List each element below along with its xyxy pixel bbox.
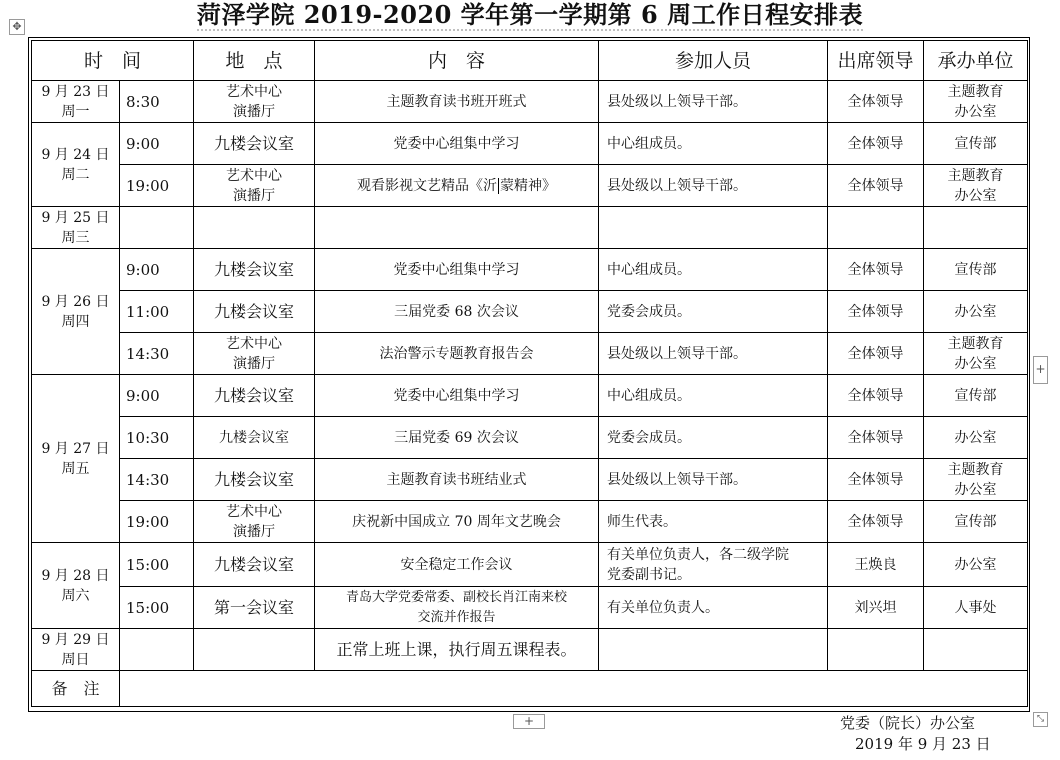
org-cell[interactable]	[924, 629, 1028, 671]
participants-cell[interactable]: 县处级以上领导干部。	[599, 81, 828, 123]
time-cell[interactable]: 9:00	[120, 375, 194, 417]
day-cell[interactable]: 9 月 28 日 周六	[32, 543, 120, 629]
schedule-table	[31, 40, 1028, 707]
table-row	[32, 587, 1028, 629]
table-row	[32, 375, 1028, 417]
participants-cell[interactable]: 党委会成员。	[599, 291, 828, 333]
participants-cell[interactable]	[599, 207, 828, 249]
org-cell[interactable]: 主题教育 办公室	[924, 459, 1028, 501]
place-cell[interactable]: 九楼会议室	[194, 459, 315, 501]
leader-cell[interactable]: 全体领导	[828, 501, 924, 543]
participants-cell[interactable]: 中心组成员。	[599, 123, 828, 165]
issue-date: 2019 年 9 月 23 日	[855, 735, 991, 753]
table-row	[32, 333, 1028, 375]
header-participants: 参加人员	[599, 41, 828, 81]
table-row	[32, 207, 1028, 249]
document-title: 菏泽学院 2019-2020 学年第一学期第 6 周工作日程安排表	[196, 0, 864, 29]
content-cell[interactable]: 庆祝新中国成立 70 周年文艺晚会	[315, 501, 599, 543]
org-cell[interactable]: 主题教育 办公室	[924, 165, 1028, 207]
time-cell[interactable]: 19:00	[120, 501, 194, 543]
leader-cell[interactable]: 全体领导	[828, 165, 924, 207]
place-cell[interactable]: 九楼会议室	[194, 291, 315, 333]
participants-cell[interactable]: 县处级以上领导干部。	[599, 333, 828, 375]
participants-cell[interactable]: 县处级以上领导干部。	[599, 459, 828, 501]
participants-cell[interactable]: 中心组成员。	[599, 249, 828, 291]
org-cell[interactable]: 主题教育 办公室	[924, 81, 1028, 123]
time-cell[interactable]: 15:00	[120, 543, 194, 587]
issuing-office: 党委（院长）办公室	[840, 714, 976, 732]
content-cell[interactable]: 主题教育读书班结业式	[315, 459, 599, 501]
table-resize-handle-icon[interactable]: ⤡	[1033, 712, 1048, 727]
content-cell[interactable]: 三届党委 69 次会议	[315, 417, 599, 459]
org-cell[interactable]: 办公室	[924, 417, 1028, 459]
leader-cell[interactable]: 全体领导	[828, 417, 924, 459]
table-row	[32, 249, 1028, 291]
remarks-cell[interactable]	[120, 671, 1028, 707]
leader-cell[interactable]: 全体领导	[828, 375, 924, 417]
time-cell[interactable]: 19:00	[120, 165, 194, 207]
schedule-table-frame	[28, 37, 1030, 712]
org-cell[interactable]: 办公室	[924, 291, 1028, 333]
leader-cell[interactable]: 刘兴坦	[828, 587, 924, 629]
place-cell[interactable]: 艺术中心 演播厅	[194, 333, 315, 375]
place-cell[interactable]: 艺术中心 演播厅	[194, 81, 315, 123]
remarks-label: 备 注	[32, 671, 120, 707]
add-row-plus-icon[interactable]: +	[513, 714, 545, 729]
day-cell[interactable]: 9 月 29 日 周日	[32, 629, 120, 671]
org-cell[interactable]: 主题教育 办公室	[924, 333, 1028, 375]
leader-cell[interactable]: 全体领导	[828, 249, 924, 291]
leader-cell[interactable]: 全体领导	[828, 459, 924, 501]
add-column-plus-icon[interactable]: +	[1033, 356, 1048, 384]
place-cell[interactable]: 九楼会议室	[194, 417, 315, 459]
header-content: 内 容	[315, 41, 599, 81]
place-cell[interactable]: 九楼会议室	[194, 543, 315, 587]
content-cell[interactable]: 主题教育读书班开班式	[315, 81, 599, 123]
leader-cell[interactable]: 全体领导	[828, 333, 924, 375]
header-time: 时 间	[32, 41, 194, 81]
participants-cell[interactable]: 有关单位负责人。	[599, 587, 828, 629]
day-cell[interactable]: 9 月 26 日 周四	[32, 249, 120, 375]
leader-cell[interactable]: 全体领导	[828, 291, 924, 333]
content-cell[interactable]: 党委中心组集中学习	[315, 375, 599, 417]
org-cell[interactable]	[924, 207, 1028, 249]
time-cell[interactable]	[120, 207, 194, 249]
leader-cell[interactable]	[828, 629, 924, 671]
table-row	[32, 501, 1028, 543]
content-cell[interactable]: 党委中心组集中学习	[315, 249, 599, 291]
content-cell[interactable]: 观看影视文艺精品《沂 蒙精神》	[315, 165, 599, 207]
table-row	[32, 417, 1028, 459]
time-cell[interactable]: 9:00	[120, 123, 194, 165]
org-cell[interactable]: 宣传部	[924, 249, 1028, 291]
place-cell[interactable]: 第一会议室	[194, 587, 315, 629]
place-cell[interactable]	[194, 629, 315, 671]
org-cell[interactable]: 宣传部	[924, 375, 1028, 417]
table-row	[32, 629, 1028, 671]
org-cell[interactable]: 宣传部	[924, 123, 1028, 165]
participants-cell[interactable]: 师生代表。	[599, 501, 828, 543]
participants-cell[interactable]: 有关单位负责人，各二级学院 党委副书记。	[599, 543, 828, 587]
participants-cell[interactable]: 中心组成员。	[599, 375, 828, 417]
day-cell[interactable]: 9 月 25 日 周三	[32, 207, 120, 249]
org-cell[interactable]: 人事处	[924, 587, 1028, 629]
remarks-row	[32, 671, 1028, 707]
table-row	[32, 123, 1028, 165]
participants-cell[interactable]	[599, 629, 828, 671]
participants-cell[interactable]: 县处级以上领导干部。	[599, 165, 828, 207]
time-cell[interactable]: 15:00	[120, 587, 194, 629]
table-move-handle-icon[interactable]: ✥	[9, 19, 25, 35]
header-leader: 出席领导	[828, 41, 924, 81]
leader-cell[interactable]: 全体领导	[828, 81, 924, 123]
content-cell[interactable]: 法治警示专题教育报告会	[315, 333, 599, 375]
participants-cell[interactable]: 党委会成员。	[599, 417, 828, 459]
header-row	[32, 41, 1028, 81]
text-cursor	[498, 178, 499, 194]
leader-cell[interactable]: 全体领导	[828, 123, 924, 165]
time-cell[interactable]: 11:00	[120, 291, 194, 333]
place-cell[interactable]: 九楼会议室	[194, 249, 315, 291]
leader-cell[interactable]	[828, 207, 924, 249]
place-cell[interactable]: 艺术中心 演播厅	[194, 501, 315, 543]
place-cell[interactable]	[194, 207, 315, 249]
time-cell[interactable]	[120, 629, 194, 671]
time-cell[interactable]: 10:30	[120, 417, 194, 459]
content-cell[interactable]	[315, 207, 599, 249]
header-org: 承办单位	[924, 41, 1028, 81]
table-row	[32, 81, 1028, 123]
content-cell[interactable]: 安全稳定工作会议	[315, 543, 599, 587]
day-cell[interactable]: 9 月 24 日 周二	[32, 123, 120, 207]
place-cell[interactable]: 九楼会议室	[194, 123, 315, 165]
place-cell[interactable]: 艺术中心 演播厅	[194, 165, 315, 207]
org-cell[interactable]: 宣传部	[924, 501, 1028, 543]
content-cell[interactable]: 青岛大学党委常委、副校长肖江南来校 交流并作报告	[315, 587, 599, 629]
content-cell[interactable]: 党委中心组集中学习	[315, 123, 599, 165]
header-place: 地 点	[194, 41, 315, 81]
place-cell[interactable]: 九楼会议室	[194, 375, 315, 417]
table-row	[32, 543, 1028, 587]
content-cell[interactable]: 正常上班上课，执行周五课程表。	[315, 629, 599, 671]
day-cell[interactable]: 9 月 27 日 周五	[32, 375, 120, 543]
time-cell[interactable]: 14:30	[120, 459, 194, 501]
table-row	[32, 165, 1028, 207]
table-row	[32, 291, 1028, 333]
time-cell[interactable]: 14:30	[120, 333, 194, 375]
table-row	[32, 459, 1028, 501]
org-cell[interactable]: 办公室	[924, 543, 1028, 587]
time-cell[interactable]: 9:00	[120, 249, 194, 291]
leader-cell[interactable]: 王焕良	[828, 543, 924, 587]
time-cell[interactable]: 8:30	[120, 81, 194, 123]
day-cell[interactable]: 9 月 23 日 周一	[32, 81, 120, 123]
content-cell[interactable]: 三届党委 68 次会议	[315, 291, 599, 333]
